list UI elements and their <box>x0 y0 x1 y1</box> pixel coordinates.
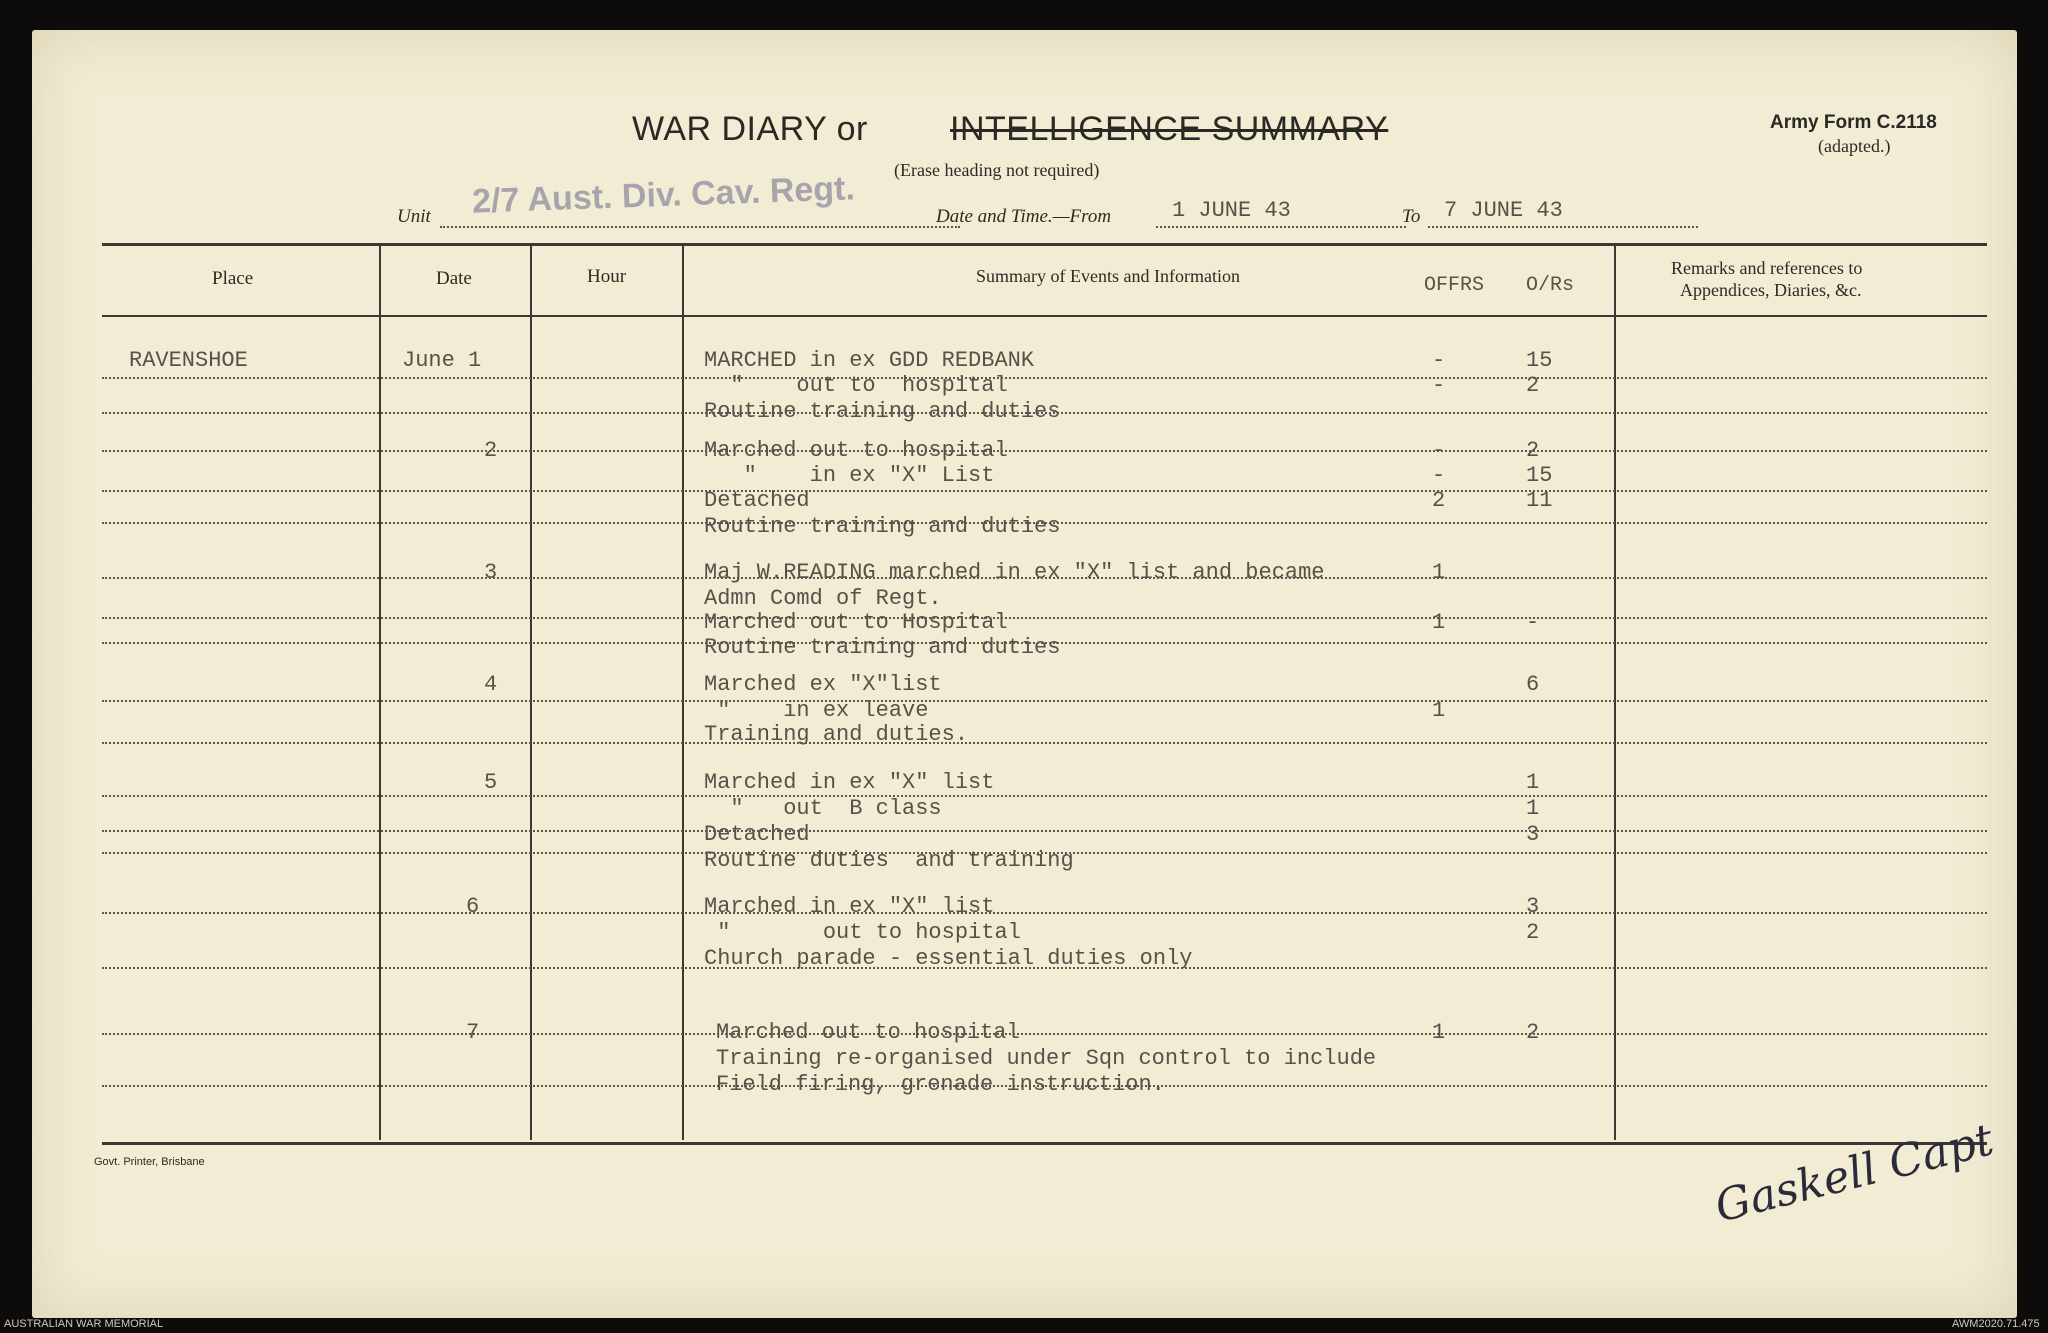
date-time-label: Date and Time.—From <box>936 206 1112 227</box>
entry-text: Marched in ex "X" list <box>704 894 995 919</box>
col-ors: O/Rs <box>1526 274 1575 297</box>
entry-date: 3 <box>484 560 498 585</box>
row-rule <box>102 642 1987 644</box>
form-adapted: (adapted.) <box>1818 136 1891 156</box>
entry-offrs: 1 <box>1432 560 1446 585</box>
col-remarks-1: Remarks and references to <box>1671 258 1863 278</box>
entry-text: MARCHED in ex GDD REDBANK <box>704 348 1035 373</box>
entry-ors: 6 <box>1526 672 1540 697</box>
footer-right: AWM2020.71.475 <box>1952 1318 2040 1330</box>
row-rule <box>102 830 1987 832</box>
entry-text: Marched in ex "X" list <box>704 770 995 795</box>
entry-date: 4 <box>484 672 498 697</box>
col-offrs: OFFRS <box>1424 274 1485 297</box>
entry-ors: - <box>1526 610 1540 635</box>
entry-text: Marched ex "X"list <box>704 672 942 697</box>
entry-ors: 1 <box>1526 770 1540 795</box>
printer-note: Govt. Printer, Brisbane <box>94 1156 205 1168</box>
entry-offrs: 2 <box>1432 488 1446 513</box>
row-rule <box>102 450 1987 452</box>
entry-text: Routine training and duties <box>704 635 1061 660</box>
footer-left: AUSTRALIAN WAR MEMORIAL <box>4 1318 164 1330</box>
col-remarks-2: Appendices, Diaries, &c. <box>1680 280 1862 300</box>
title-struck: INTELLIGENCE SUMMARY <box>950 110 1389 148</box>
row-rule <box>102 490 1987 492</box>
entry-text: Routine duties and training <box>704 848 1074 873</box>
place-ravenshoe: RAVENSHOE <box>129 348 248 373</box>
entry-ors: 2 <box>1526 1020 1540 1045</box>
entry-text: Training re-organised under Sqn control to include <box>716 1046 1377 1071</box>
row-rule <box>102 617 1987 619</box>
diary-sheet <box>32 30 2017 1318</box>
entry-text: " out to hospital <box>704 373 1008 398</box>
entry-ors: 3 <box>1526 894 1540 919</box>
row-rule <box>102 577 1987 579</box>
entry-text: Marched out to hospital <box>704 438 1008 463</box>
to-date: 7 JUNE 43 <box>1444 198 1563 223</box>
row-rule <box>102 377 1987 379</box>
entry-text: Admn Comd of Regt. <box>704 586 942 611</box>
col-hour: Hour <box>587 266 627 287</box>
title-main: WAR DIARY or <box>632 110 868 148</box>
form-id: Army Form C.2118 <box>1770 112 1937 133</box>
to-label: To <box>1402 206 1421 227</box>
entry-offrs: - <box>1432 373 1446 398</box>
row-rule <box>102 852 1987 854</box>
entry-offrs: 1 <box>1432 698 1446 723</box>
row-rule <box>102 742 1987 744</box>
entry-ors: 11 <box>1526 488 1553 513</box>
row-rule <box>102 1033 1987 1035</box>
entry-date: 6 <box>466 894 480 919</box>
row-rule <box>102 522 1987 524</box>
col-date: Date <box>436 268 472 289</box>
entry-text: Training and duties. <box>704 722 969 747</box>
entry-date: 5 <box>484 770 498 795</box>
entry-ors: 2 <box>1526 373 1540 398</box>
entry-ors: 15 <box>1526 463 1553 488</box>
entry-offrs: 1 <box>1432 1020 1446 1045</box>
entry-ors: 1 <box>1526 796 1540 821</box>
entry-ors: 2 <box>1526 920 1540 945</box>
entry-text: Detached <box>704 488 810 513</box>
entry-date: 2 <box>484 438 498 463</box>
entry-text: Routine training and duties <box>704 514 1061 539</box>
entry-text: Routine training and duties <box>704 399 1061 424</box>
unit-stamp: 2/7 Aust. Div. Cav. Regt. <box>471 169 856 221</box>
row-rule <box>102 967 1987 969</box>
entry-text: Church parade - essential duties only <box>704 946 1193 971</box>
entry-text: Maj W.READING marched in ex "X" list and became <box>704 560 1325 585</box>
entry-text: Field firing, grenade instruction. <box>716 1072 1165 1097</box>
entry-ors: 3 <box>1526 822 1540 847</box>
entry-offrs: - <box>1432 438 1446 463</box>
entry-offrs: - <box>1432 463 1446 488</box>
entry-text: " in ex leave <box>704 698 929 723</box>
entry-text: " in ex "X" List <box>704 463 995 488</box>
entry-text: " out to hospital <box>704 920 1021 945</box>
entry-offrs: - <box>1432 348 1446 373</box>
col-summary: Summary of Events and Information <box>976 266 1240 286</box>
row-rule <box>102 1085 1987 1087</box>
entry-text: Detached <box>704 822 810 847</box>
unit-label: Unit <box>397 206 431 227</box>
row-rule <box>102 700 1987 702</box>
col-place: Place <box>212 268 254 289</box>
signature: Gaskell Capt <box>1710 1114 1999 1233</box>
entry-date: June 1 <box>402 348 482 373</box>
row-rule <box>102 412 1987 414</box>
from-date: 1 JUNE 43 <box>1172 198 1291 223</box>
entry-ors: 2 <box>1526 438 1540 463</box>
entry-date: 7 <box>466 1020 480 1045</box>
row-rule <box>102 795 1987 797</box>
entry-text: " out B class <box>704 796 942 821</box>
row-rule <box>102 912 1987 914</box>
entry-text: Marched out to Hospital <box>704 610 1008 635</box>
erase-note: (Erase heading not required) <box>894 160 1100 180</box>
entry-text: Marched out to hospital <box>716 1020 1020 1045</box>
entry-offrs: 1 <box>1432 610 1446 635</box>
entry-ors: 15 <box>1526 348 1553 373</box>
